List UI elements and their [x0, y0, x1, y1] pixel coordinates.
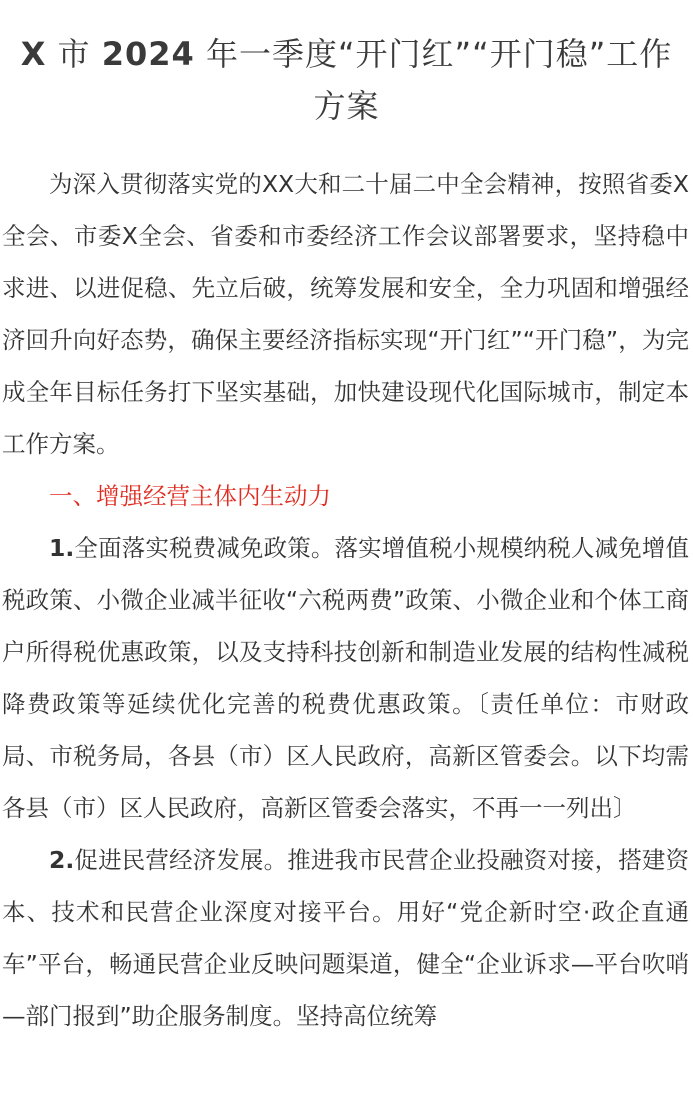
- item-2-paragraph: [2, 834, 689, 1042]
- title-city: 市: [46, 35, 102, 73]
- item-1-number: 1.: [49, 534, 75, 562]
- intro-paragraph: 为深入贯彻落实党的XX大和二十届二中全会精神，按照省委X全会、市委X全会、省委和市委经济工作会议部署要求，坚持稳中求进、以进促稳、先立后破，统筹发展和安全，全力巩固和增强经济回升向好态势，确保主要经济指标实现“开门红”“开门稳”，为完成全年目标任务打下坚实基础，加快建设现代化国际城市，制定本工作方案。: [2, 170, 689, 458]
- title-year: 2024: [101, 35, 195, 73]
- document-title: [0, 0, 693, 132]
- title-rest: 年一季度“开门红”“开门稳”工作方案: [194, 35, 673, 125]
- item-1-paragraph: [2, 522, 689, 834]
- item-2-text: 促进民营经济发展。推进我市民营企业投融资对接，搭建资本、技术和民营企业深度对接平台。用好“党企新时空·政企直通车”平台，畅通民营企业反映问题渠道，健全“企业诉求—平台吹哨—部门报到”助企服务制度。坚持高位统筹: [2, 846, 689, 1030]
- item-2-number: 2.: [49, 846, 75, 874]
- title-x: X: [20, 35, 47, 73]
- item-1-text: 全面落实税费减免政策。落实增值税小规模纳税人减免增值税政策、小微企业减半征收“六税两费”政策、小微企业和个体工商户所得税优惠政策，以及支持科技创新和制造业发展的结构性减税降费政策等延续优化完善的税费优惠政策。〔责任单位：市财政局、市税务局，各县（市）区人民政府，高新区管委会。以下均需各县（市）区人民政府，高新区管委会落实，不再一一列出〕: [2, 534, 689, 822]
- document-body: [2, 158, 689, 1042]
- section-heading-1: 一、增强经营主体内生动力: [49, 482, 331, 510]
